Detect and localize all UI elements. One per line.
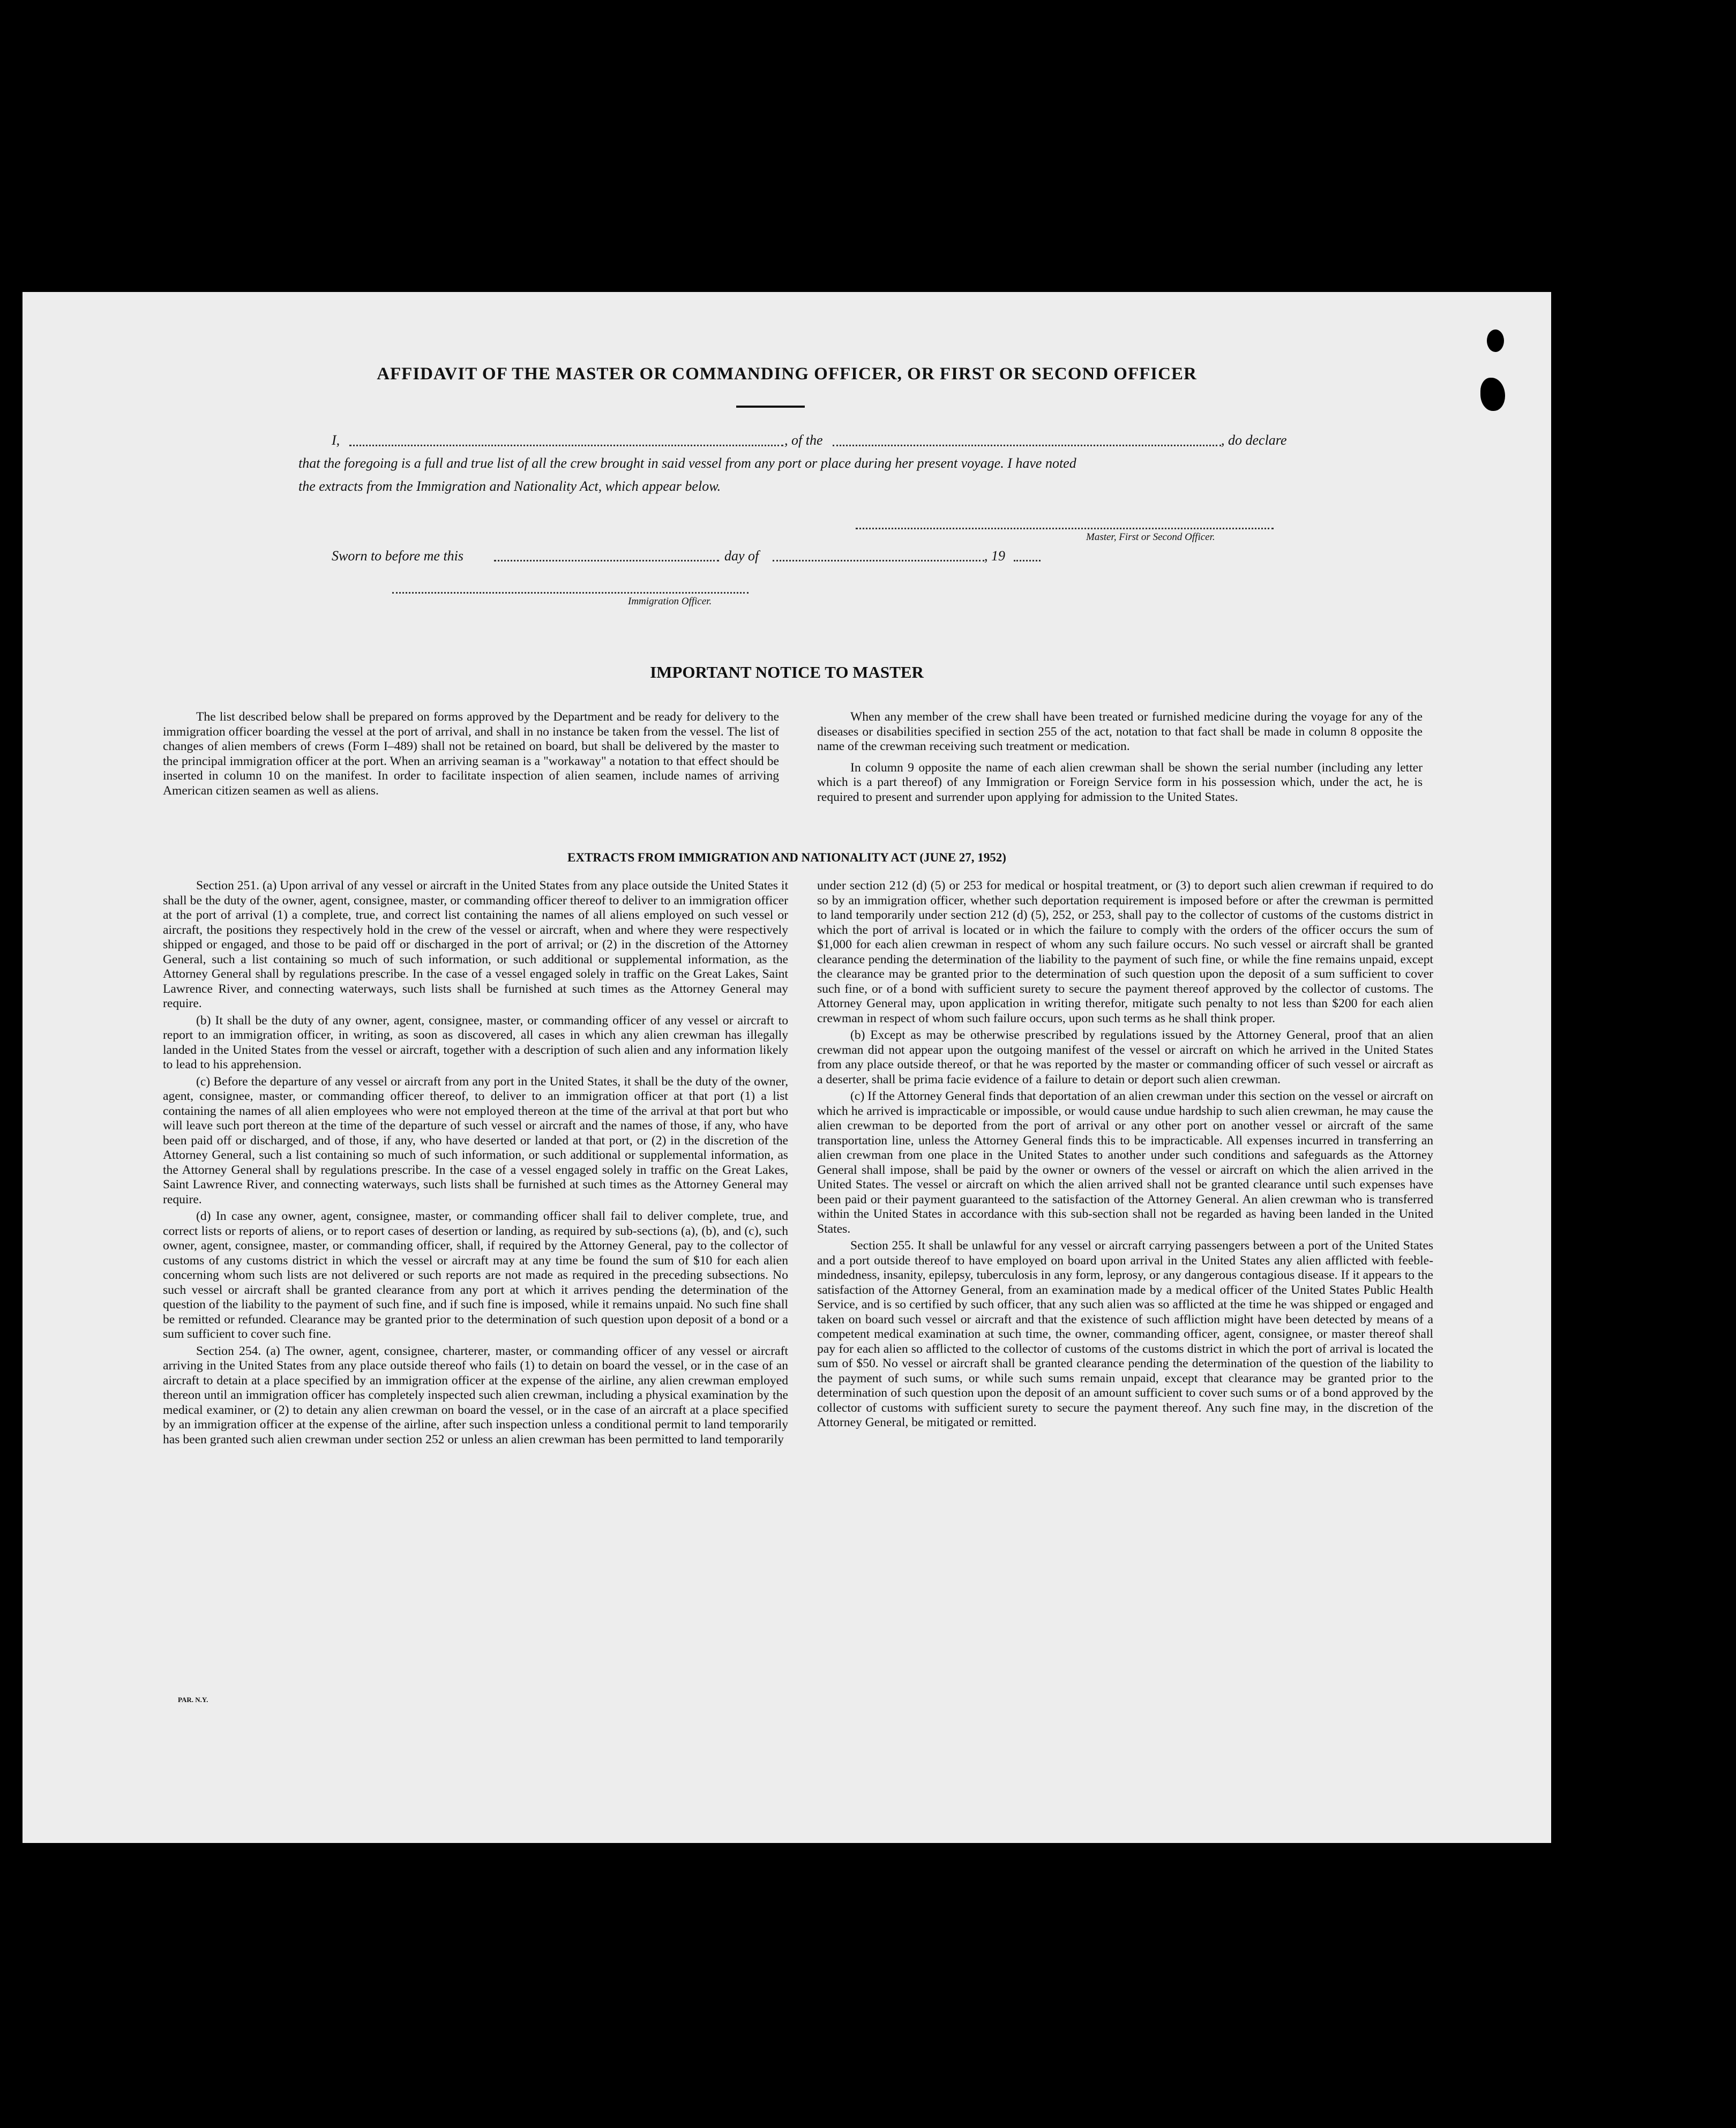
affidavit-line-2: that the foregoing is a full and true list of all the crew brought in said vessel from any port or place during her present voyage. I have noted [298, 455, 1076, 471]
section-paragraph: Section 255. It shall be unlawful for any vessel or aircraft carrying passengers between a port of the United States and a port outside thereof to have employed on board upon arrival in the United States any alien afflicted with feeble-mindedness, insanity, epilepsy, tuberculosis in any form, leprosy, or any dangerous contagious disease. If it appears to the satisfaction of the Attorney General, from an examination made by a medical officer of the United States Public Health Service, and is so certified by such officer, that any such alien was so afflicted at the time he was shipped or engaged and taken on board such vessel or aircraft and that the existence of such affliction might have been detected by means of a competent medical examination at such time, the owner, commanding officer, agent, consignee, or master thereof shall pay for each alien so afflicted to the collector of customs of the customs district in which the port of arrival is located the sum of $50. No vessel or aircraft shall be granted clearance pending the determination of the question of the liability to the payment of such sums, or while such sums remain unpaid, except that clearance may be granted prior to the determination of such question upon the deposit of an amount sufficient to cover such sums or of a bond approved by the collector of customs with sufficient surety to secure the payment thereof. Any such fine may, in the discretion of the Attorney General, be mitigated or remitted. [817, 1239, 1433, 1429]
affidavit-line-3: the extracts from the Immigration and Nationality Act, which appear below. [298, 478, 721, 494]
section-paragraph: Section 251. (a) Upon arrival of any vessel or aircraft in the United States from any place outside the United States it shall be the duty of the owner, agent, consignee, master, or commanding officer thereof to deliver to an immigration officer at the port of arrival (1) a complete, true, and correct list containing the names of all aliens employed on such vessel or aircraft, the positions they respectively hold in the crew of the vessel or aircraft, when and where they were respectively shipped or engaged, and those to be paid off or discharged in the port of arrival; or (2) in the discretion of the Attorney General, such a list containing so much of such information, or such additional or supplemental information, as the Attorney General shall by regulations prescribe. In the case of a vessel engaged solely in traffic on the Great Lakes, Saint Lawrence River, and connecting waterways, such lists shall be furnished at such times as the Attorney General may require. [163, 879, 788, 1010]
section-paragraph: (c) If the Attorney General finds that deportation of an alien crewman under this section on the vessel or aircraft on which he arrived is impracticable or impossible, or would cause undue hardship to such alien crewman, he may cause the alien crewman to be deported from the port of arrival or any other port on another vessel or aircraft of the same transportation line, unless the Attorney General finds this to be impracticable. All expenses incurred in transferring an alien crewman from one place in the United States to another under such conditions and safeguards as the Attorney General shall impose, shall be paid by the owner or owners of the vessel or aircraft on which the alien arrived in the United States. The vessel or aircraft on which the alien arrived shall not be granted clearance until such expenses have been paid or their payment guaranteed to the satisfaction of the Attorney General. An alien crewman who is transferred within the United States in accordance with this sub-section shall not be regarded as having been landed in the United States. [817, 1089, 1433, 1236]
notice-paragraph: In column 9 opposite the name of each alien crewman shall be shown the serial number (including any letter which is a part thereof) of any Immigration or Foreign Service form in his possession which, under the act, he is required to present and surrender upon applying for admission to the United States. [817, 760, 1423, 804]
notice-left-column [163, 710, 779, 800]
year-field[interactable] [1014, 560, 1041, 561]
year-label: , 19 [984, 548, 1005, 564]
month-field[interactable] [773, 560, 984, 561]
officer-signature-line[interactable] [392, 592, 749, 594]
master-signature-line[interactable] [856, 528, 1274, 529]
section-paragraph: (c) Before the departure of any vessel or aircraft from any port in the United States, it shall be the duty of the owner, agent, consignee, master, or commanding officer thereof, to deliver to an immigration officer at that port (1) a list containing the names of all alien employees who were not employed thereon at the time of the arrival at that port but who will leave such port thereon at the time of the departure of such vessel or aircraft and the names of those, if any, who have been paid off or discharged, and of those, if any, who have deserted or landed at that port, or (2) in the discretion of the Attorney General, such a list containing so much of such information, or such additional or supplemental information, as the Attorney General shall by regulations prescribe. In the case of a vessel engaged solely in traffic on the Great Lakes, Saint Lawrence River, and connecting waterways, such lists shall be furnished at such times as the Attorney General may require. [163, 1074, 788, 1207]
section-paragraph: (d) In case any owner, agent, consignee, master, or commanding officer shall fail to deliver complete, true, and correct lists or reports of aliens, or to report cases of desertion or landing, as required by sub-sections (a), (b), and (c), such owner, agent, consignee, master, or commanding officer, shall, if required by the Attorney General, pay to the collector of customs of any customs district in which the vessel or aircraft may at any time be found the sum of $10 for each alien concerning whom such lists are not delivered or such reports are not made as required in the preceding subsections. No such vessel or aircraft shall be granted clearance from any port at which it arrives pending the determination of the question of the liability to the payment of such fine, and if such fine is imposed, while it remains unpaid. No such fine shall be remitted or refunded. Clearance may be granted prior to the determination of such question upon deposit of a bond or a sum sufficient to cover such fine. [163, 1209, 788, 1341]
title-rule [736, 406, 805, 408]
notice-title: IMPORTANT NOTICE TO MASTER [650, 663, 924, 681]
printer-mark: PAR. N.Y. [178, 1696, 208, 1704]
officer-signature-label: Immigration Officer. [628, 596, 712, 607]
name-field[interactable] [349, 445, 783, 446]
section-paragraph: under section 212 (d) (5) or 253 for medical or hospital treatment, or (3) to deport such alien crewman if required to do so by an immigration officer, whether such deportation requirement is imposed before or after the crewman is permitted to land temporarily under section 212 (d) (5), 252, or 253, shall pay to the collector of customs of the customs district in which the port of arrival is located or in which the failure to comply with the orders of the officer occurs the sum of $1,000 for each alien crewman in respect of whom any such failure occurs. No such vessel or aircraft shall be granted clearance pending the determination of the liability to the payment of such fine, or while the fine remains unpaid, except the clearance may be granted prior to the determination of such question upon the deposit of a sum sufficient to cover such fine, or of a bond with sufficient surety to secure the payment thereof approved by the collector of customs. The Attorney General may, upon application in writing therefor, mitigate such penalty to not less than $200 for each alien crewman in respect of whom such failure occurs, upon such terms as he shall think proper. [817, 879, 1433, 1025]
scan-blot [1487, 329, 1504, 352]
notice-right-column [817, 710, 1423, 807]
sworn-date-field[interactable] [494, 560, 719, 561]
extracts-right-column [817, 879, 1433, 1433]
day-of-label: day of [724, 548, 759, 564]
form-page [23, 292, 1551, 1843]
affidavit-declare: , do declare [1221, 432, 1287, 448]
section-paragraph: Section 254. (a) The owner, agent, consignee, charterer, master, or commanding officer of any vessel or aircraft arriving in the United States from any place outside thereof who fails (1) to detain on board the vessel, or in the case of an aircraft to detain at a place specified by an immigration officer at the expense of the airline, any alien crewman employed thereon until an immigration officer has completely inspected such alien crewman, including a physical examination by the medical examiner, or (2) to detain any alien crewman on board the vessel, or in the case of an aircraft at a place specified by an immigration officer at the expense of the airline, after such inspection unless a conditional permit to land temporarily has been granted such alien crewman under section 252 or unless an alien crewman has been permitted to land temporarily [163, 1344, 788, 1447]
vessel-field[interactable] [833, 445, 1221, 446]
affidavit-of-the: , of the [784, 432, 823, 448]
affidavit-title: AFFIDAVIT OF THE MASTER OR COMMANDING OFFICER, OR FIRST OR SECOND OFFICER [377, 364, 1197, 384]
section-paragraph: (b) Except as may be otherwise prescribed by regulations issued by the Attorney General, proof that an alien crewman did not appear upon the outgoing manifest of the vessel or aircraft on which he arrived in the United States from any place outside thereof, or that he was reported by the master or commanding officer of such vessel or aircraft as a deserter, shall be prima facie evidence of a failure to detain or deport such alien crewman. [817, 1028, 1433, 1087]
notice-paragraph: When any member of the crew shall have been treated or furnished medicine during the voyage for any of the diseases or disabilities specified in section 255 of the act, notation to that fact shall be made in column 8 opposite the name of the crewman receiving such treatment or medication. [817, 710, 1423, 753]
section-paragraph: (b) It shall be the duty of any owner, agent, consignee, master, or commanding officer of any vessel or aircraft to report to an immigration officer, in writing, as soon as discovered, all cases in which any alien crewman has illegally landed in the United States from the vessel or aircraft, together with a description of such alien and any information likely to lead to his apprehension. [163, 1013, 788, 1072]
master-signature-label: Master, First or Second Officer. [1086, 531, 1215, 543]
extracts-title: EXTRACTS FROM IMMIGRATION AND NATIONALITY ACT (JUNE 27, 1952) [567, 851, 1006, 864]
extracts-left-column [163, 879, 788, 1449]
notice-paragraph: The list described below shall be prepared on forms approved by the Department and be ready for delivery to the immigration officer boarding the vessel at the port of arrival, and shall in no instance be taken from the vessel. The list of changes of alien members of crews (Form I–489) shall not be retained on board, but shall be delivered by the master to the principal immigration officer at the port. When an arriving seaman is a "workaway" a notation to that effect should be inserted in column 10 on the manifest. In order to facilitate inspection of alien seamen, include names of arriving American citizen seamen as well as aliens. [163, 710, 779, 798]
affidavit-i: I, [332, 432, 340, 448]
sworn-label: Sworn to before me this [332, 548, 464, 564]
